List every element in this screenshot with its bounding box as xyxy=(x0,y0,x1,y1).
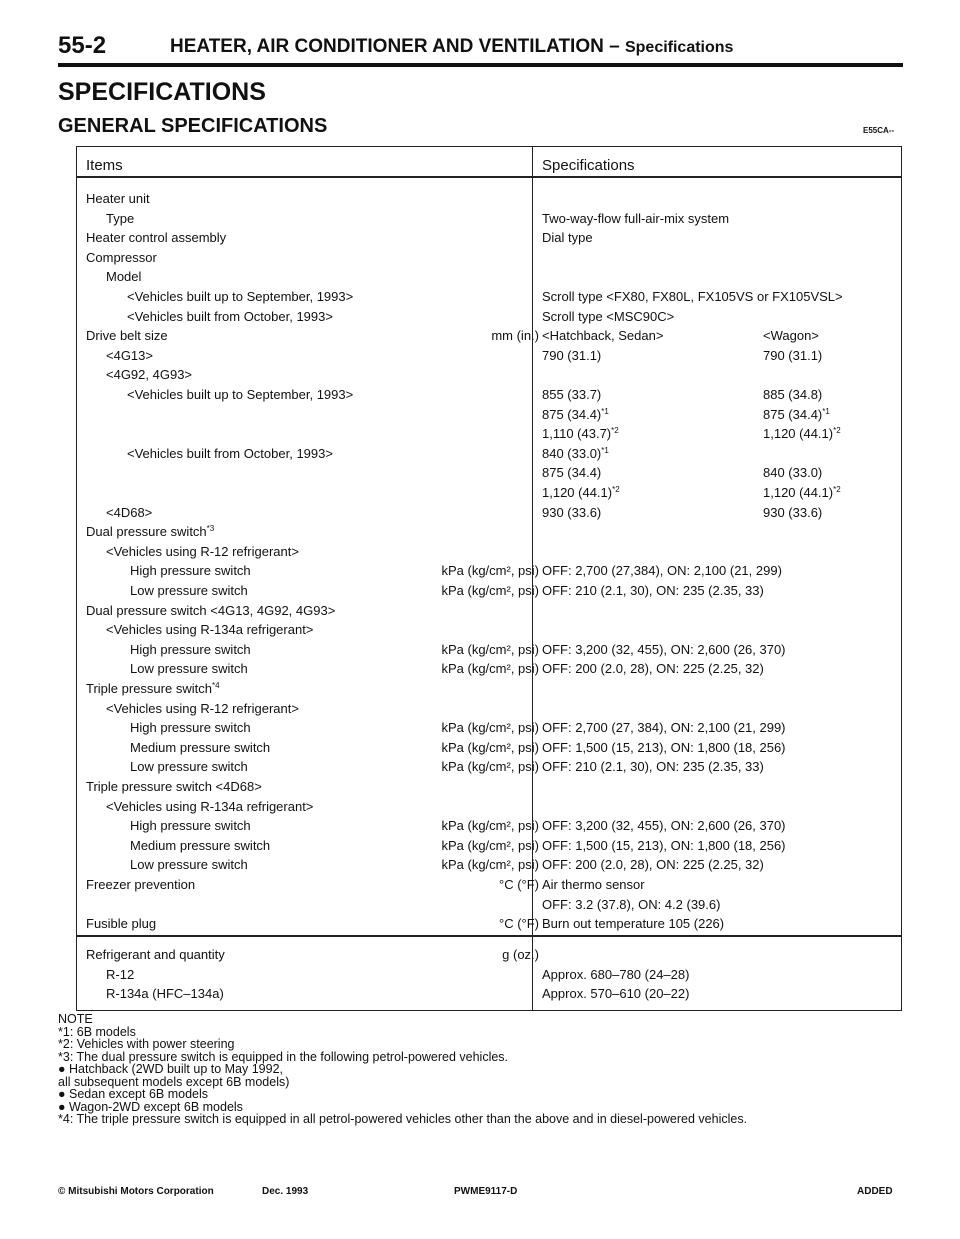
table-row xyxy=(77,463,901,483)
item-label-text: Low pressure switch xyxy=(130,759,248,775)
item-label xyxy=(130,816,251,836)
footer-copyright: © Mitsubishi Motors Corporation xyxy=(58,1186,214,1197)
item-label xyxy=(127,307,333,327)
item-label xyxy=(106,699,299,719)
page-header xyxy=(58,32,903,62)
table-row xyxy=(77,914,901,934)
item-label xyxy=(86,875,195,895)
item-label-text: <Vehicles built up to September, 1993> xyxy=(127,387,354,402)
spec-value-text: 840 (33.0) xyxy=(542,445,602,461)
unit-label xyxy=(441,855,539,875)
table-row xyxy=(77,984,901,1004)
item-label xyxy=(106,620,313,640)
note-line: *1: 6B models xyxy=(58,1024,136,1039)
spec-value-text: Approx. 570–610 (20–22) xyxy=(542,986,690,1002)
header-divider xyxy=(77,176,901,178)
item-label-text: Refrigerant and quantity xyxy=(86,947,225,962)
spec-value xyxy=(542,984,689,1004)
spec-value-text: OFF: 1,500 (15, 213), ON: 1,800 (18, 256) xyxy=(542,837,786,853)
footnote-ref: *2 xyxy=(611,426,619,436)
spec-value xyxy=(542,209,729,229)
item-label-text: Dual pressure switch <4G13, 4G92, 4G93> xyxy=(86,602,336,618)
item-label xyxy=(106,965,134,985)
spec-value-text: Burn out temperature 105 (226) xyxy=(542,916,725,932)
item-label-text: <4G13> xyxy=(106,347,153,363)
note-line: *4: The triple pressure switch is equipped in all petrol-powered vehicles other than the above and in diesel-powered vehicles. xyxy=(58,1112,748,1126)
spec-value-alt-text: 1,120 (44.1) xyxy=(763,426,834,442)
spec-value xyxy=(542,463,601,483)
footnote-ref: *3 xyxy=(206,524,215,534)
spec-value xyxy=(542,444,609,464)
item-label-text: Dual pressure switch xyxy=(86,524,207,540)
spec-value xyxy=(542,503,601,523)
spec-value-text: 875 (34.4) xyxy=(542,406,602,422)
spec-value xyxy=(542,757,764,777)
item-label-text: Heater control assembly xyxy=(86,230,227,246)
item-label xyxy=(86,189,150,209)
unit-label-text: kPa (kg/cm², psi) xyxy=(441,583,539,598)
table-row xyxy=(77,503,901,523)
item-label xyxy=(106,503,152,523)
item-label-text: Medium pressure switch xyxy=(130,739,271,755)
spec-value-text: Scroll type <MSC90C> xyxy=(542,308,675,324)
header-subtitle: Specifications xyxy=(624,39,734,56)
table-row xyxy=(77,875,901,895)
table-row xyxy=(77,816,901,836)
spec-value-text: 875 (34.4) xyxy=(542,465,602,481)
header-rule xyxy=(58,63,903,67)
item-label xyxy=(86,228,226,248)
spec-value-alt xyxy=(763,424,841,444)
item-label xyxy=(130,640,251,660)
unit-label xyxy=(441,718,539,738)
item-label-text: Heater unit xyxy=(86,191,150,206)
spec-value-text: <Hatchback, Sedan> xyxy=(542,328,664,344)
table-row xyxy=(77,444,901,464)
spec-value-alt xyxy=(763,385,822,405)
spec-value-text: OFF: 200 (2.0, 28), ON: 225 (2.25, 32) xyxy=(542,661,764,677)
unit-label xyxy=(502,945,539,965)
table-row xyxy=(77,620,901,640)
table-row xyxy=(77,307,901,327)
item-label-text: High pressure switch xyxy=(130,818,251,834)
footer-date: Dec. 1993 xyxy=(262,1186,309,1197)
item-label xyxy=(130,738,270,758)
spec-value xyxy=(542,581,764,601)
table-row xyxy=(77,326,901,346)
table-row xyxy=(77,699,901,719)
item-label-text: Low pressure switch xyxy=(130,583,248,598)
unit-label-text: kPa (kg/cm², psi) xyxy=(441,739,539,755)
unit-label xyxy=(441,640,539,660)
unit-label-text: mm (in.) xyxy=(491,328,539,344)
subsection-title: GENERAL SPECIFICATIONS xyxy=(58,115,328,137)
item-label-text: Low pressure switch xyxy=(130,661,248,677)
spec-value xyxy=(542,424,619,444)
spec-value xyxy=(542,965,689,985)
unit-label xyxy=(441,659,539,679)
spec-value-alt-text: 790 (31.1) xyxy=(763,347,823,363)
table-row xyxy=(77,365,901,385)
spec-value-alt xyxy=(763,326,819,346)
spec-value-alt xyxy=(763,483,841,503)
spec-value-text: 790 (31.1) xyxy=(542,347,602,363)
item-label-text: <Vehicles using R-12 refrigerant> xyxy=(106,700,299,716)
spec-value xyxy=(542,307,674,327)
table-row xyxy=(77,209,901,229)
page-number: 55-2 xyxy=(58,32,107,59)
table-row xyxy=(77,836,901,856)
item-label-text: R-12 xyxy=(106,966,135,982)
table-row xyxy=(77,561,901,581)
spec-value-text: 930 (33.6) xyxy=(542,504,602,520)
unit-label xyxy=(491,326,539,346)
item-label-text: Freezer prevention xyxy=(86,877,196,892)
table-row xyxy=(77,738,901,758)
spec-value xyxy=(542,228,593,248)
note-line: ● Hatchback (2WD built up to May 1992, xyxy=(58,1062,284,1076)
table-row xyxy=(77,228,901,248)
footer-status: ADDED xyxy=(857,1186,893,1197)
footnote-ref: *4 xyxy=(211,681,220,690)
unit-label-text: kPa (kg/cm², psi) xyxy=(441,818,539,834)
spec-value xyxy=(542,346,601,366)
item-label-text: Type xyxy=(106,210,135,226)
spec-value-text: OFF: 1,500 (15, 213), ON: 1,800 (18, 256) xyxy=(542,739,786,755)
table-row xyxy=(77,797,901,817)
spec-value xyxy=(542,738,786,758)
item-label-text: High pressure switch xyxy=(130,720,251,736)
unit-label xyxy=(441,816,539,836)
item-label-text: High pressure switch xyxy=(130,641,251,657)
unit-label-text: kPa (kg/cm², psi) xyxy=(441,661,539,677)
item-label xyxy=(106,365,192,385)
item-label xyxy=(127,385,353,405)
item-label xyxy=(130,659,248,679)
unit-label xyxy=(441,738,539,758)
section-title: SPECIFICATIONS xyxy=(58,78,266,106)
item-label xyxy=(130,855,248,875)
spec-value-alt-text: 840 (33.0) xyxy=(763,465,823,481)
spec-value-text: 855 (33.7) xyxy=(542,387,602,402)
note-line: *3: The dual pressure switch is equipped in the following petrol-powered vehicles. xyxy=(58,1049,509,1064)
spec-value-text: OFF: 2,700 (27,384), ON: 2,100 (21, 299) xyxy=(542,563,782,579)
spec-value-text: OFF: 210 (2.1, 30), ON: 235 (2.35, 33) xyxy=(542,759,764,775)
item-label-text: Triple pressure switch <4D68> xyxy=(86,779,262,794)
item-label-text: <Vehicles using R-134a refrigerant> xyxy=(106,798,314,814)
spec-value xyxy=(542,895,720,915)
table-row xyxy=(77,346,901,366)
item-label xyxy=(106,267,141,287)
spec-value-text: 1,120 (44.1) xyxy=(542,485,613,500)
unit-label-text: kPa (kg/cm², psi) xyxy=(441,857,539,873)
spec-value-text: OFF: 2,700 (27, 384), ON: 2,100 (21, 299) xyxy=(542,720,786,736)
item-label-text: <Vehicles built from October, 1993> xyxy=(127,308,333,324)
item-label-text: <Vehicles using R-134a refrigerant> xyxy=(106,622,314,638)
spec-value-text: 1,110 (43.7) xyxy=(542,426,612,442)
item-label xyxy=(86,679,220,699)
unit-label xyxy=(499,914,539,934)
table-row xyxy=(77,581,901,601)
table-row xyxy=(77,718,901,738)
spec-value-text: OFF: 200 (2.0, 28), ON: 225 (2.25, 32) xyxy=(542,857,764,873)
spec-value-alt-text: 875 (34.4) xyxy=(763,406,823,422)
item-label xyxy=(86,522,214,542)
spec-value xyxy=(542,287,843,307)
table-row xyxy=(77,945,901,965)
spec-value-text: OFF: 3,200 (32, 455), ON: 2,600 (26, 370) xyxy=(542,818,786,834)
spec-value-alt xyxy=(763,463,822,483)
table-row xyxy=(77,424,901,444)
table-row xyxy=(77,522,901,542)
item-label xyxy=(127,444,333,464)
item-label-text: Low pressure switch xyxy=(130,857,248,873)
spec-value xyxy=(542,855,764,875)
spec-value-text: Two-way-flow full-air-mix system xyxy=(542,210,730,226)
spec-value-alt xyxy=(763,405,830,425)
table-row xyxy=(77,267,901,287)
item-label xyxy=(106,346,153,366)
spec-value xyxy=(542,561,782,581)
table-row xyxy=(77,405,901,425)
item-label-text: R-134a (HFC–134a) xyxy=(106,986,224,1002)
item-label xyxy=(86,601,335,621)
item-label-text: <4G92, 4G93> xyxy=(106,367,193,383)
spec-value xyxy=(542,659,764,679)
unit-label-text: °C (°F) xyxy=(499,877,539,892)
spec-value xyxy=(542,875,645,895)
column-header-specifications: Specifications xyxy=(542,157,635,174)
footnote-ref: *1 xyxy=(822,406,830,416)
item-label xyxy=(86,248,157,268)
unit-label-text: kPa (kg/cm², psi) xyxy=(441,720,539,736)
table-row xyxy=(77,189,901,209)
footnote-ref: *2 xyxy=(612,485,620,494)
spec-value-alt-text: 885 (34.8) xyxy=(763,387,823,402)
spec-value xyxy=(542,718,786,738)
spec-value xyxy=(542,836,786,856)
unit-label-text: kPa (kg/cm², psi) xyxy=(441,837,539,853)
unit-label xyxy=(441,561,539,581)
spec-value-text: Air thermo sensor xyxy=(542,877,645,892)
item-label-text: Medium pressure switch xyxy=(130,837,271,853)
unit-label xyxy=(441,836,539,856)
section-divider xyxy=(77,935,901,937)
table-row xyxy=(77,542,901,562)
footer-doc-id: PWME9117-D xyxy=(454,1186,518,1197)
doc-code: E55CA-- xyxy=(863,126,895,135)
unit-label-text: kPa (kg/cm², psi) xyxy=(441,563,539,579)
notes xyxy=(58,1013,918,1126)
item-label xyxy=(106,542,299,562)
item-label-text: <Vehicles using R-12 refrigerant> xyxy=(106,543,299,559)
item-label xyxy=(106,209,134,229)
table-row xyxy=(77,855,901,875)
table-row xyxy=(77,965,901,985)
item-label-text: Drive belt size xyxy=(86,328,168,344)
spec-value-text: Approx. 680–780 (24–28) xyxy=(542,966,690,982)
column-header-items: Items xyxy=(86,157,123,174)
spec-value-alt-text: 1,120 (44.1) xyxy=(763,485,834,500)
item-label xyxy=(130,561,251,581)
item-label xyxy=(86,914,156,934)
table-row xyxy=(77,659,901,679)
item-label-text: <Vehicles built up to September, 1993> xyxy=(127,289,354,304)
item-label xyxy=(86,945,225,965)
footnote-ref: *1 xyxy=(601,406,609,416)
item-label xyxy=(130,836,270,856)
spec-value-text: Dial type xyxy=(542,230,593,246)
note-line: all subsequent models except 6B models) xyxy=(58,1074,290,1089)
spec-value xyxy=(542,640,786,660)
table-row xyxy=(77,483,901,503)
footnote-ref: *1 xyxy=(601,445,609,455)
spec-value-alt xyxy=(763,503,822,523)
unit-label-text: kPa (kg/cm², psi) xyxy=(441,759,539,775)
item-label-text: Fusible plug xyxy=(86,916,157,932)
unit-label xyxy=(499,875,539,895)
spec-value xyxy=(542,326,663,346)
spec-value-text: OFF: 210 (2.1, 30), ON: 235 (2.35, 33) xyxy=(542,583,764,598)
table-row xyxy=(77,895,901,915)
spec-value-alt xyxy=(763,346,822,366)
note-line: NOTE xyxy=(58,1012,93,1026)
item-label xyxy=(106,797,313,817)
item-label xyxy=(106,984,224,1004)
spec-value-alt-text: <Wagon> xyxy=(763,328,819,344)
spec-value-text: Scroll type <FX80, FX80L, FX105VS or FX105VSL> xyxy=(542,289,843,304)
table-row xyxy=(77,385,901,405)
spec-value xyxy=(542,385,601,405)
table-row xyxy=(77,601,901,621)
item-label-text: High pressure switch xyxy=(130,563,251,579)
item-label xyxy=(127,287,353,307)
spec-value xyxy=(542,483,620,503)
spec-value-text: OFF: 3.2 (37.8), ON: 4.2 (39.6) xyxy=(542,896,721,912)
specifications-table xyxy=(76,146,902,1011)
item-label xyxy=(130,718,251,738)
table-row xyxy=(77,640,901,660)
unit-label-text: °C (°F) xyxy=(499,916,539,932)
table-row xyxy=(77,777,901,797)
table-row xyxy=(77,757,901,777)
note-line: ● Wagon-2WD except 6B models xyxy=(58,1099,243,1114)
item-label-text: Triple pressure switch xyxy=(86,681,212,696)
spec-value-text: OFF: 3,200 (32, 455), ON: 2,600 (26, 370) xyxy=(542,641,786,657)
item-label-text: Compressor xyxy=(86,249,157,265)
table-row xyxy=(77,287,901,307)
note-line: ● Sedan except 6B models xyxy=(58,1087,208,1101)
item-label-text: Model xyxy=(106,269,142,285)
footnote-ref: *2 xyxy=(833,426,841,436)
spec-value-alt-text: 930 (33.6) xyxy=(763,504,823,520)
item-label-text: <4D68> xyxy=(106,504,153,520)
unit-label-text: g (oz.) xyxy=(502,947,539,962)
item-label xyxy=(130,757,248,777)
footnote-ref: *2 xyxy=(833,485,841,494)
spec-value xyxy=(542,405,609,425)
item-label xyxy=(86,326,168,346)
unit-label xyxy=(441,581,539,601)
item-label-text: <Vehicles built from October, 1993> xyxy=(127,445,333,461)
item-label xyxy=(86,777,262,797)
table-row xyxy=(77,679,901,699)
spec-value xyxy=(542,816,786,836)
page-header-title xyxy=(170,36,733,58)
item-label xyxy=(130,581,248,601)
header-title-text: HEATER, AIR CONDITIONER AND VENTILATION – xyxy=(170,36,620,57)
table-row xyxy=(77,248,901,268)
unit-label-text: kPa (kg/cm², psi) xyxy=(441,641,539,657)
spec-value xyxy=(542,914,724,934)
note-line: *2: Vehicles with power steering xyxy=(58,1037,235,1051)
unit-label xyxy=(441,757,539,777)
